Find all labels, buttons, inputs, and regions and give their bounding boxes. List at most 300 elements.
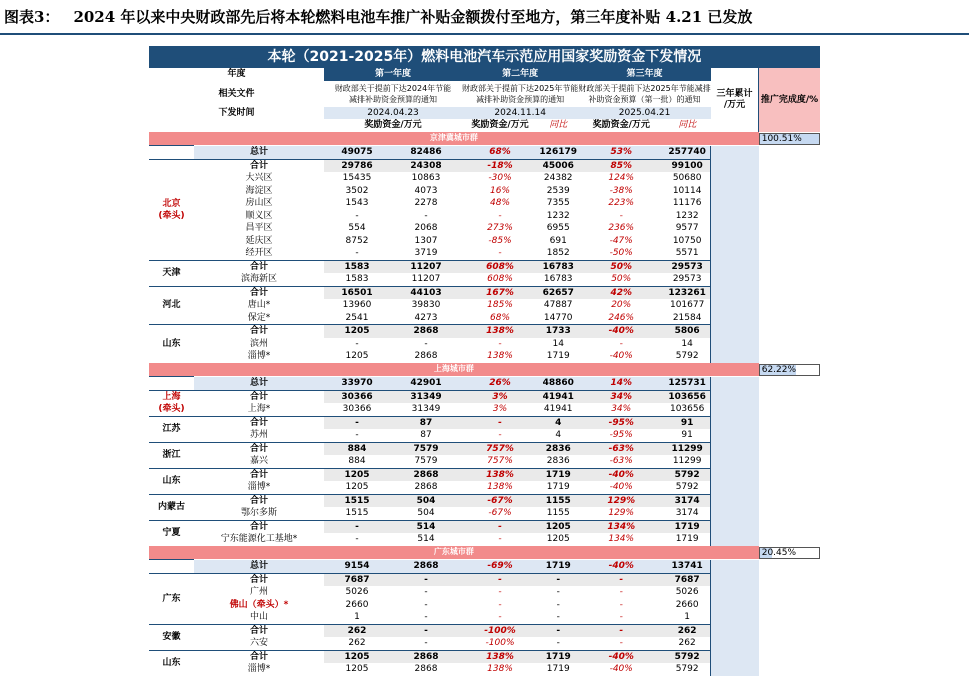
city-label: 六安 xyxy=(194,637,324,650)
cell-y2yoy: - xyxy=(462,573,538,586)
city-label: 中山 xyxy=(194,611,324,624)
total-y3yoy: -40% xyxy=(578,560,664,574)
cell-y3: 45006 xyxy=(538,159,578,172)
cell-cum: 5026 xyxy=(664,586,711,599)
cell-y2yoy: 757% xyxy=(462,442,538,455)
cell-y3: 1232 xyxy=(546,210,570,221)
cell-y3yoy: -40% xyxy=(578,468,664,481)
cell-y1: 1 xyxy=(354,612,360,623)
province-name xyxy=(149,624,194,650)
completion-spacer xyxy=(711,146,759,363)
cell-y2yoy: 68% xyxy=(490,312,511,323)
cell-y3: 1733 xyxy=(538,325,578,338)
cell-y2yoy: -67% xyxy=(488,508,512,519)
cell-y3yoy: 134% xyxy=(608,534,635,545)
city-label: 淄博* xyxy=(194,481,324,494)
cell-y1: - xyxy=(355,248,359,259)
cell-y1: 15435 xyxy=(342,173,372,184)
cell-y2: 24308 xyxy=(390,159,462,172)
total-y2yoy: -69% xyxy=(462,560,538,574)
cell-y1: 1205 xyxy=(345,664,369,675)
total-y2: 42901 xyxy=(390,377,462,391)
figure-label: 图表3： xyxy=(4,8,60,26)
total-y3: 48860 xyxy=(538,377,578,391)
cell-cum: 3174 xyxy=(664,507,711,520)
cell-y2yoy: 185% xyxy=(487,300,513,311)
cell-y3: 6955 xyxy=(546,223,570,234)
cell-y1: - xyxy=(324,520,390,533)
cell-y1: 1515 xyxy=(324,494,390,507)
province-label: 天津 xyxy=(162,268,181,278)
region-name: 京津冀城市群 xyxy=(149,132,759,146)
yoy-header-2: 同比 xyxy=(538,119,578,132)
cell-y2yoy: - xyxy=(498,248,502,259)
cell-cum: 1719 xyxy=(664,520,711,533)
cell-cum: 10114 xyxy=(664,185,711,198)
cell-y1: - xyxy=(355,210,359,221)
cell-y1: 13960 xyxy=(342,300,372,311)
cell-y3yoy: -63% xyxy=(578,442,664,455)
cell-y3yoy: - xyxy=(619,612,623,623)
cell-cum: 29573 xyxy=(664,260,711,273)
total-y2: 82486 xyxy=(390,146,462,160)
cell-y1: - xyxy=(355,338,359,349)
cell-y1: 30366 xyxy=(342,404,372,415)
city-label: 昌平区 xyxy=(194,222,324,235)
completion-header: 推广完成度/% xyxy=(759,68,820,132)
fund-header-3: 奖励资金/万元 xyxy=(578,119,664,132)
cell-y1: 7687 xyxy=(324,573,390,586)
cell-y2yoy: - xyxy=(462,416,538,429)
completion-bar xyxy=(759,133,820,145)
cell-cum: 10750 xyxy=(664,235,711,248)
cell-y2: 10863 xyxy=(411,173,441,184)
cell-y2yoy: - xyxy=(498,612,502,623)
subsidy-table xyxy=(149,46,820,676)
year2-header: 第二年度 xyxy=(462,68,578,81)
subtotal-label: 合计 xyxy=(194,494,324,507)
cell-y3yoy: - xyxy=(619,587,623,598)
province-label: 山东 xyxy=(162,476,181,486)
province-label: 安徽 xyxy=(162,632,181,642)
total-y3yoy: 14% xyxy=(578,377,664,391)
subtotal-label: 合计 xyxy=(194,442,324,455)
cell-cum: 1 xyxy=(664,611,711,624)
cell-y2: 87 xyxy=(390,416,462,429)
cell-y2: 514 xyxy=(417,534,435,545)
cumulative-header: 三年累计 /万元 xyxy=(711,68,759,132)
cell-y1: 262 xyxy=(348,638,366,649)
cell-y2: - xyxy=(390,624,462,637)
cell-y3yoy: -50% xyxy=(609,248,633,259)
cell-y2: 39830 xyxy=(411,300,441,311)
cell-y3yoy: -40% xyxy=(578,325,664,338)
cell-y3: - xyxy=(538,624,578,637)
cell-y3yoy: -95% xyxy=(609,430,633,441)
total-cum: 257740 xyxy=(664,146,711,160)
year1-header: 第一年度 xyxy=(324,68,462,81)
province-lead: (牵头) xyxy=(158,210,185,221)
cell-y1: 3502 xyxy=(345,185,369,196)
cell-y3: 2836 xyxy=(538,442,578,455)
cell-cum: 1719 xyxy=(664,533,711,546)
cell-y2: - xyxy=(424,599,428,610)
cell-y3yoy: 129% xyxy=(608,508,635,519)
cell-y1: 29786 xyxy=(324,159,390,172)
province-name xyxy=(149,325,194,363)
cell-y3yoy: 236% xyxy=(608,223,635,234)
date1: 2024.04.23 xyxy=(324,107,462,120)
cell-y2yoy: 167% xyxy=(462,286,538,299)
cell-y1: 2541 xyxy=(345,312,369,323)
cell-y3yoy: -38% xyxy=(609,185,633,196)
cell-y3: 1719 xyxy=(538,650,578,663)
cell-y2: 11207 xyxy=(411,274,441,285)
cell-y3: 16783 xyxy=(543,274,573,285)
subtotal-label: 合计 xyxy=(194,650,324,663)
cell-y2: 1307 xyxy=(414,235,438,246)
doc-label: 相关文件 xyxy=(149,81,324,107)
cell-cum: 5792 xyxy=(664,650,711,663)
province-name xyxy=(149,520,194,546)
cell-y3: - xyxy=(556,638,560,649)
cell-y2yoy: 273% xyxy=(487,223,513,234)
cell-y2: 4073 xyxy=(414,185,438,196)
total-label: 总计 xyxy=(194,146,324,160)
figure-title-text: 2024 年以来中央财政部先后将本轮燃料电池车推广补贴金额拨付至地方，第三年度补贴 4.21 已发放 xyxy=(73,8,753,26)
cell-y2yoy: 138% xyxy=(462,650,538,663)
cell-cum: 5806 xyxy=(664,325,711,338)
cell-y3yoy: 20% xyxy=(611,300,632,311)
cell-cum: 5792 xyxy=(664,481,711,494)
cell-y1: 16501 xyxy=(324,286,390,299)
cell-y3yoy: - xyxy=(619,338,623,349)
cell-y2yoy: 3% xyxy=(462,390,538,403)
cell-y2: - xyxy=(424,612,428,623)
cell-y2: - xyxy=(424,638,428,649)
cell-cum: 7687 xyxy=(664,573,711,586)
subtotal-label: 合计 xyxy=(194,286,324,299)
cell-y1: 1205 xyxy=(324,650,390,663)
cell-y3: 4 xyxy=(555,430,562,441)
cell-y2: - xyxy=(424,587,428,598)
cell-y2yoy: 16% xyxy=(490,185,511,196)
cell-y3yoy: -40% xyxy=(609,351,633,362)
cell-y3yoy: 85% xyxy=(578,159,664,172)
cell-y3yoy: 134% xyxy=(578,520,664,533)
cell-y2: - xyxy=(424,210,428,221)
province-label: 上海 xyxy=(162,392,181,402)
cell-y3yoy: - xyxy=(619,599,623,610)
cell-y1: 1205 xyxy=(345,482,369,493)
completion-value: 20.45% xyxy=(761,547,797,558)
province-label: 浙江 xyxy=(162,450,181,460)
cell-y1: 2660 xyxy=(345,599,369,610)
cell-y2yoy: 757% xyxy=(487,456,513,467)
province-name xyxy=(149,390,194,416)
city-label: 唐山* xyxy=(194,299,324,312)
subtotal-label: 合计 xyxy=(194,468,324,481)
cell-y2: 4273 xyxy=(414,312,438,323)
total-label: 总计 xyxy=(194,377,324,391)
fund-header-1: 奖励资金/万元 xyxy=(324,119,462,132)
yoy-header-3: 同比 xyxy=(664,119,711,132)
doc1: 财政部关于提前下达2024年节能 减排补助资金预算的通知 xyxy=(324,81,462,107)
province-label: 宁夏 xyxy=(162,528,181,538)
completion-bar xyxy=(759,364,820,376)
cell-y2yoy: -67% xyxy=(462,494,538,507)
year-label: 年度 xyxy=(149,68,324,81)
date2: 2024.11.14 xyxy=(462,107,578,120)
cell-y3yoy: - xyxy=(619,638,623,649)
cell-cum: 9577 xyxy=(664,222,711,235)
cell-y3yoy: -40% xyxy=(609,664,633,675)
province-label: 内蒙古 xyxy=(157,502,185,512)
region-name: 上海城市群 xyxy=(149,363,759,377)
cell-cum: 21584 xyxy=(664,312,711,325)
cell-y2: 87 xyxy=(420,430,432,441)
cell-cum: 5792 xyxy=(664,663,711,676)
province-name xyxy=(149,494,194,520)
cell-cum: 123261 xyxy=(664,286,711,299)
cell-cum: 91 xyxy=(664,429,711,442)
city-label: 宁东能源化工基地* xyxy=(194,533,324,546)
cell-y2: 31349 xyxy=(411,404,441,415)
total-y1: 9154 xyxy=(324,560,390,574)
cell-y3yoy: -47% xyxy=(609,235,633,246)
cell-y3yoy: 223% xyxy=(608,198,635,209)
province-name xyxy=(149,650,194,676)
cell-y2: 7579 xyxy=(390,442,462,455)
cell-y1: 884 xyxy=(324,442,390,455)
cell-cum: 11299 xyxy=(664,455,711,468)
completion-spacer xyxy=(711,377,759,546)
cell-y2yoy: - xyxy=(498,210,502,221)
cell-cum: 29573 xyxy=(664,273,711,286)
cell-y2yoy: -18% xyxy=(462,159,538,172)
province-lead: (牵头) xyxy=(158,404,185,414)
cell-y3yoy: 42% xyxy=(578,286,664,299)
city-label: 顺义区 xyxy=(194,210,324,223)
cell-y2: 2278 xyxy=(414,198,438,209)
cell-y2yoy: 138% xyxy=(462,468,538,481)
cell-y3: 7355 xyxy=(546,198,570,209)
province-name xyxy=(149,159,194,260)
cell-y3: 1155 xyxy=(546,508,570,519)
cell-y1: 8752 xyxy=(345,235,369,246)
cell-y2: 2068 xyxy=(414,223,438,234)
doc2: 财政部关于提前下达2025年节能 减排补助资金预算的通知 xyxy=(462,81,578,107)
region-row xyxy=(149,546,820,560)
cell-y1: - xyxy=(355,430,359,441)
cell-y3yoy: 129% xyxy=(578,494,664,507)
province-label: 广东 xyxy=(162,593,181,604)
subtotal-label: 合计 xyxy=(194,159,324,172)
cell-cum: 3174 xyxy=(664,494,711,507)
year3-header: 第三年度 xyxy=(578,68,710,81)
total-y3yoy: 53% xyxy=(578,146,664,160)
city-label: 经开区 xyxy=(194,247,324,260)
cell-y2: 2868 xyxy=(390,468,462,481)
cell-y3: 691 xyxy=(549,235,567,246)
total-label: 总计 xyxy=(194,560,324,574)
cell-y2: 31349 xyxy=(390,390,462,403)
cell-y3: - xyxy=(556,599,560,610)
total-y2yoy: 26% xyxy=(462,377,538,391)
cell-y3: 4 xyxy=(538,416,578,429)
cell-y1: 1205 xyxy=(324,325,390,338)
cell-y3yoy: 34% xyxy=(611,404,632,415)
cell-y3: 2836 xyxy=(546,456,570,467)
total-y2: 2868 xyxy=(390,560,462,574)
province-name xyxy=(149,260,194,286)
cell-y3: - xyxy=(556,587,560,598)
cell-y3: 2539 xyxy=(546,185,570,196)
region-row xyxy=(149,132,820,146)
cell-y1: - xyxy=(355,534,359,545)
cell-y3: 1155 xyxy=(538,494,578,507)
cell-y2yoy: 138% xyxy=(462,325,538,338)
cell-cum: 5571 xyxy=(664,247,711,260)
cell-y3yoy: - xyxy=(619,210,623,221)
province-name xyxy=(149,416,194,442)
subtotal-label: 合计 xyxy=(194,325,324,338)
cell-y2: 2868 xyxy=(414,664,438,675)
cell-cum: 5792 xyxy=(664,468,711,481)
cell-y3: 24382 xyxy=(543,173,573,184)
cell-cum: 262 xyxy=(664,637,711,650)
cell-cum: 5792 xyxy=(664,350,711,363)
completion-cell xyxy=(759,132,820,146)
cell-y2: 44103 xyxy=(390,286,462,299)
cell-y3yoy: -63% xyxy=(609,456,633,467)
total-y3: 126179 xyxy=(539,147,577,157)
cell-y2yoy: - xyxy=(498,534,502,545)
city-label: 嘉兴 xyxy=(194,455,324,468)
cell-y2yoy: 138% xyxy=(487,664,513,675)
cell-y2yoy: - xyxy=(498,599,502,610)
cell-y3yoy: 34% xyxy=(578,390,664,403)
cell-y3yoy: 124% xyxy=(608,173,635,184)
cell-y1: - xyxy=(324,416,390,429)
cell-y3yoy: -95% xyxy=(578,416,664,429)
cell-cum: 103656 xyxy=(664,390,711,403)
cell-y1: 1583 xyxy=(324,260,390,273)
completion-value: 62.22% xyxy=(761,364,797,375)
cell-y3yoy: - xyxy=(578,624,664,637)
cell-y2: 2868 xyxy=(390,650,462,663)
cell-cum: 99100 xyxy=(664,159,711,172)
cell-y3: 41941 xyxy=(538,390,578,403)
total-cum: 125731 xyxy=(664,377,711,391)
cell-y2yoy: - xyxy=(462,520,538,533)
cell-y3yoy: 50% xyxy=(578,260,664,273)
cell-y3yoy: 50% xyxy=(611,274,632,285)
province-label: 河北 xyxy=(162,300,181,311)
city-label: 保定* xyxy=(194,312,324,325)
fund-header-2: 奖励资金/万元 xyxy=(462,119,538,132)
cell-y1: 1205 xyxy=(345,351,369,362)
cell-y1: 1543 xyxy=(345,198,369,209)
cell-y2yoy: -85% xyxy=(488,235,512,246)
cell-y2yoy: - xyxy=(498,338,502,349)
city-label: 鄂尔多斯 xyxy=(194,507,324,520)
cell-y2yoy: 138% xyxy=(487,351,513,362)
cell-y2: - xyxy=(390,573,462,586)
province-name xyxy=(149,286,194,325)
cell-cum: 101677 xyxy=(664,299,711,312)
cell-y2yoy: 3% xyxy=(492,404,508,415)
region-total-row xyxy=(149,560,820,574)
cell-y3: 16783 xyxy=(538,260,578,273)
cell-y1: 30366 xyxy=(324,390,390,403)
region-row xyxy=(149,363,820,377)
cell-y2yoy: -30% xyxy=(488,173,512,184)
figure-title xyxy=(4,6,752,27)
cell-y3: 41941 xyxy=(543,404,573,415)
completion-cell xyxy=(759,363,820,377)
subtotal-label: 合计 xyxy=(194,260,324,273)
cell-y3: 1719 xyxy=(546,664,570,675)
cell-y2: 2868 xyxy=(414,351,438,362)
cell-cum: 91 xyxy=(664,416,711,429)
cell-y1: 1515 xyxy=(345,508,369,519)
cell-y3: 1205 xyxy=(538,520,578,533)
region-name: 广东城市群 xyxy=(149,546,759,560)
city-label: 大兴区 xyxy=(194,172,324,185)
cell-y3yoy: - xyxy=(578,573,664,586)
cell-y2: 7579 xyxy=(414,456,438,467)
province-name xyxy=(149,468,194,494)
cell-y1: 1205 xyxy=(324,468,390,481)
table-banner: 本轮（2021-2025年）燃料电池汽车示范应用国家奖励资金下发情况 xyxy=(149,46,820,68)
province-label: 北京 xyxy=(162,198,181,209)
province-label: 山东 xyxy=(162,658,181,668)
cell-y2yoy: -100% xyxy=(485,638,515,649)
cell-y3: 1719 xyxy=(546,482,570,493)
cell-cum: 2660 xyxy=(664,599,711,612)
region-total-row xyxy=(149,146,820,160)
cell-y2: 504 xyxy=(417,508,435,519)
cell-y2yoy: 608% xyxy=(487,274,513,285)
cell-y3: 1205 xyxy=(546,534,570,545)
cell-cum: 11176 xyxy=(664,197,711,210)
total-y1: 49075 xyxy=(324,146,390,160)
province-name xyxy=(149,573,194,624)
city-label: 广州 xyxy=(194,586,324,599)
city-label: 佛山（牵头）* xyxy=(194,599,324,612)
cell-y2yoy: 48% xyxy=(490,198,511,209)
completion-bar xyxy=(759,547,820,559)
city-label: 苏州 xyxy=(194,429,324,442)
cell-y1: 1583 xyxy=(345,274,369,285)
cell-y1: 554 xyxy=(348,223,366,234)
completion-spacer xyxy=(711,560,759,676)
city-label: 滨海新区 xyxy=(194,273,324,286)
city-label: 上海* xyxy=(194,403,324,416)
city-label: 海淀区 xyxy=(194,185,324,198)
cell-y3: - xyxy=(538,573,578,586)
total-cum: 13741 xyxy=(664,560,711,574)
cell-y3: 1719 xyxy=(546,351,570,362)
cell-y3: 14770 xyxy=(543,312,573,323)
cell-y1: 262 xyxy=(324,624,390,637)
city-label: 滨州 xyxy=(194,338,324,351)
cell-y3: 47887 xyxy=(543,300,573,311)
total-y2yoy: 68% xyxy=(462,146,538,160)
cell-y3: 1719 xyxy=(538,468,578,481)
subtotal-label: 合计 xyxy=(194,520,324,533)
